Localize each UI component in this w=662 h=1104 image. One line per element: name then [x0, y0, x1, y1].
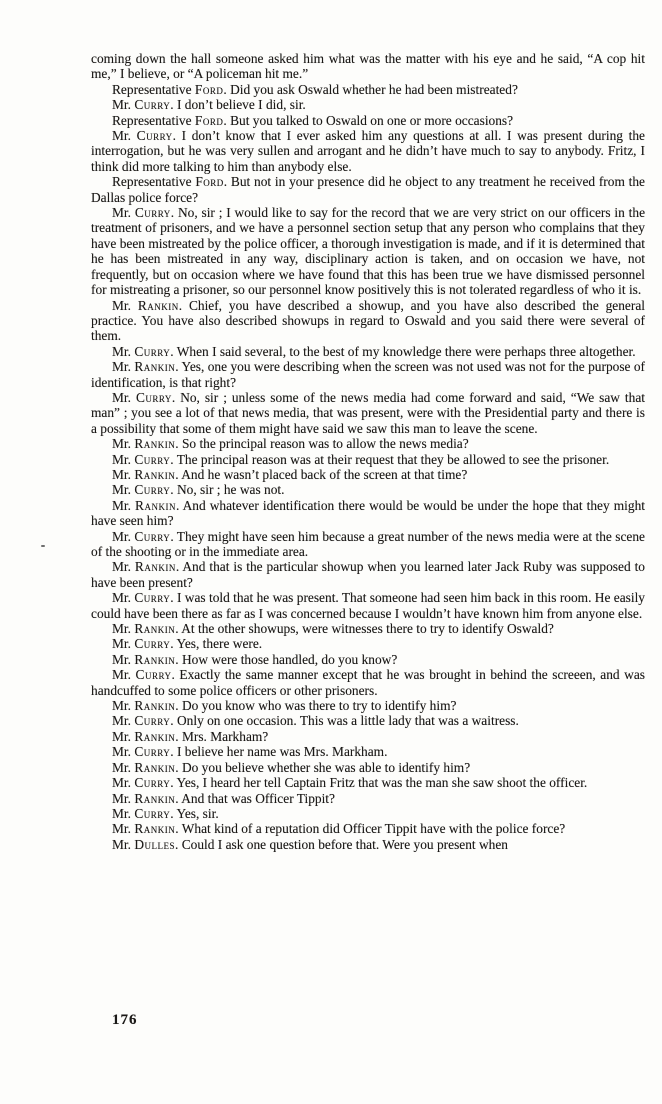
- transcript-paragraph: Mr. Curry. I don’t believe I did, sir.: [112, 97, 306, 113]
- transcript-paragraph: Mr. Rankin. And that is the particular showup when you learned later Jack Ruby was supposed to have been present?: [91, 559, 645, 590]
- transcript-paragraph: Mr. Curry. Yes, there were.: [112, 636, 263, 652]
- transcript-paragraph: Mr. Rankin. Do you believe whether she was able to identify him?: [112, 759, 471, 775]
- speaker-name: Rankin: [134, 559, 176, 575]
- speaker-name: Curry: [134, 451, 171, 467]
- speaker-name: Rankin: [134, 466, 176, 482]
- speaker-name: Rankin: [134, 728, 176, 744]
- transcript-paragraph: Mr. Curry. No, sir ; unless some of the news media had come forward and said, “We saw that man” ; you see a lot of that news media, that was present, were with the Presidential party and there is a possibility that some of them might have said we saw this man to leave the scene.: [91, 389, 646, 436]
- speaker-name: Rankin: [135, 497, 176, 513]
- transcript-paragraph: Mr. Curry. Only on one occasion. This was a little lady that was a waitress.: [112, 713, 519, 729]
- transcript: [91, 51, 645, 852]
- speaker-name: Curry: [135, 667, 172, 683]
- speaker-name: Curry: [134, 343, 171, 359]
- transcript-paragraph: Mr. Curry. The principal reason was at their request that they be allowed to see the prisoner.: [112, 451, 610, 467]
- transcript-paragraph: Mr. Rankin. What kind of a reputation did Officer Tippit have with the police force?: [112, 821, 566, 837]
- transcript-paragraph: Representative Ford. Did you ask Oswald whether he had been mistreated?: [112, 81, 518, 97]
- transcript-paragraph: Representative Ford. But not in your presence did he object to any treatment he received from the Dallas police force?: [91, 174, 646, 205]
- transcript-paragraph: Mr. Curry. Yes, I heard her tell Captain Fritz that was the man she saw shoot the officer.: [112, 775, 588, 791]
- speaker-name: Curry: [134, 775, 171, 791]
- speaker-name: Curry: [134, 744, 171, 760]
- transcript-paragraph: Mr. Rankin. Chief, you have described a showup, and you have also described the general practice. You have also described showups in regard to Oswald and you said there were several of them.: [91, 297, 645, 344]
- transcript-paragraph: Mr. Rankin. And he wasn’t placed back of the screen at that time?: [112, 466, 468, 482]
- transcript-paragraph: Mr. Dulles. Could I ask one question before that. Were you present when: [112, 836, 508, 852]
- page-number: 176: [112, 1012, 138, 1028]
- transcript-paragraph: Mr. Rankin. At the other showups, were witnesses there to try to identify Oswald?: [112, 621, 554, 637]
- speaker-name: Ford: [195, 174, 224, 190]
- speaker-name: Ford: [194, 112, 224, 128]
- transcript-paragraph: Mr. Rankin. Do you know who was there to try to identify him?: [112, 698, 457, 714]
- speaker-name: Curry: [134, 205, 171, 221]
- transcript-paragraph: Mr. Curry. I was told that he was present. That someone had seen him back in this room. He easily could have been there as far as I was concerned because I wouldn’t have known him from anyone else.: [91, 590, 645, 621]
- transcript-paragraph: Mr. Curry. When I said several, to the best of my knowledge there were perhaps three altogether.: [112, 343, 636, 359]
- speaker-name: Ford: [194, 81, 224, 97]
- speaker-name: Rankin: [134, 790, 176, 806]
- transcript-paragraph: Mr. Curry. No, sir ; he was not.: [112, 482, 285, 498]
- speaker-name: Rankin: [134, 651, 176, 667]
- speaker-name: Rankin: [134, 698, 176, 714]
- speaker-name: Rankin: [134, 436, 176, 452]
- transcript-paragraph: Representative Ford. But you talked to Oswald on one or more occasions?: [112, 112, 514, 128]
- scan-speck-mark: [41, 545, 45, 547]
- transcript-paragraph: Mr. Rankin. How were those handled, do you know?: [112, 651, 398, 667]
- transcript-paragraph: coming down the hall someone asked him what was the matter with his eye and he said, “A cop hit me,” I believe, or “A policeman hit me.”: [91, 51, 645, 82]
- transcript-paragraph: Mr. Curry. I believe her name was Mrs. Markham.: [112, 744, 388, 760]
- transcript-paragraph: Mr. Rankin. And whatever identification there would be would be under the hope that they might have seen him?: [91, 497, 645, 529]
- transcript-paragraph: Mr. Rankin. Yes, one you were describing when the screen was not used was not for the purpose of identification, is that right?: [91, 359, 646, 390]
- speaker-name: Curry: [136, 128, 173, 144]
- transcript-paragraph: Mr. Rankin. So the principal reason was to allow the news media?: [112, 436, 469, 452]
- speaker-name: Curry: [134, 528, 171, 544]
- speaker-name: Curry: [134, 590, 171, 606]
- speaker-name: Rankin: [137, 297, 179, 313]
- speaker-name: Curry: [134, 713, 171, 729]
- transcript-paragraph: Mr. Curry. No, sir ; I would like to say for the record that we are very strict on our officers in the treatment of prisoners, and we have a personnel section setup that any person who complains that they have been mistreated by the police officer, a thorough investigation is made, and if it is determined that he has been mistreated in any way, disciplinary action is taken, and on occasion we have, not frequently, but on occasion where we have found that this has been true we have dismissed personnel for mistreating a prisoner, so our personnel know positively this is not tolerated regardless of who it is.: [91, 205, 646, 298]
- transcript-paragraph: Mr. Curry. Yes, sir.: [112, 805, 219, 821]
- speaker-name: Rankin: [134, 359, 176, 375]
- speaker-name: Rankin: [134, 821, 176, 837]
- speaker-name: Curry: [134, 97, 171, 113]
- transcript-paragraph: Mr. Curry. They might have seen him because a great number of the news media were at the scene of the shooting or in the immediate area.: [91, 528, 645, 559]
- transcript-paragraph: Mr. Rankin. And that was Officer Tippit?: [112, 790, 335, 806]
- transcript-paragraph: Mr. Curry. I don’t know that I ever asked him any questions at all. I was present during the interrogation, but he was very sullen and arrogant and he didn’t have much to say to anybody. Fritz, I think did more talking to him than anybody else.: [91, 128, 645, 174]
- speaker-name: Rankin: [134, 759, 176, 775]
- transcript-paragraph: Mr. Rankin. Mrs. Markham?: [112, 728, 269, 744]
- transcript-paragraph: Mr. Curry. Exactly the same manner except that he was brought in behind the screeen, and was handcuffed to some police officers or other prisoners.: [91, 667, 646, 698]
- speaker-name: Curry: [134, 482, 171, 498]
- speaker-name: Curry: [135, 389, 172, 405]
- speaker-name: Curry: [134, 805, 171, 821]
- speaker-name: Rankin: [134, 621, 176, 637]
- speaker-name: Curry: [134, 636, 171, 652]
- speaker-name: Dulles: [134, 836, 175, 852]
